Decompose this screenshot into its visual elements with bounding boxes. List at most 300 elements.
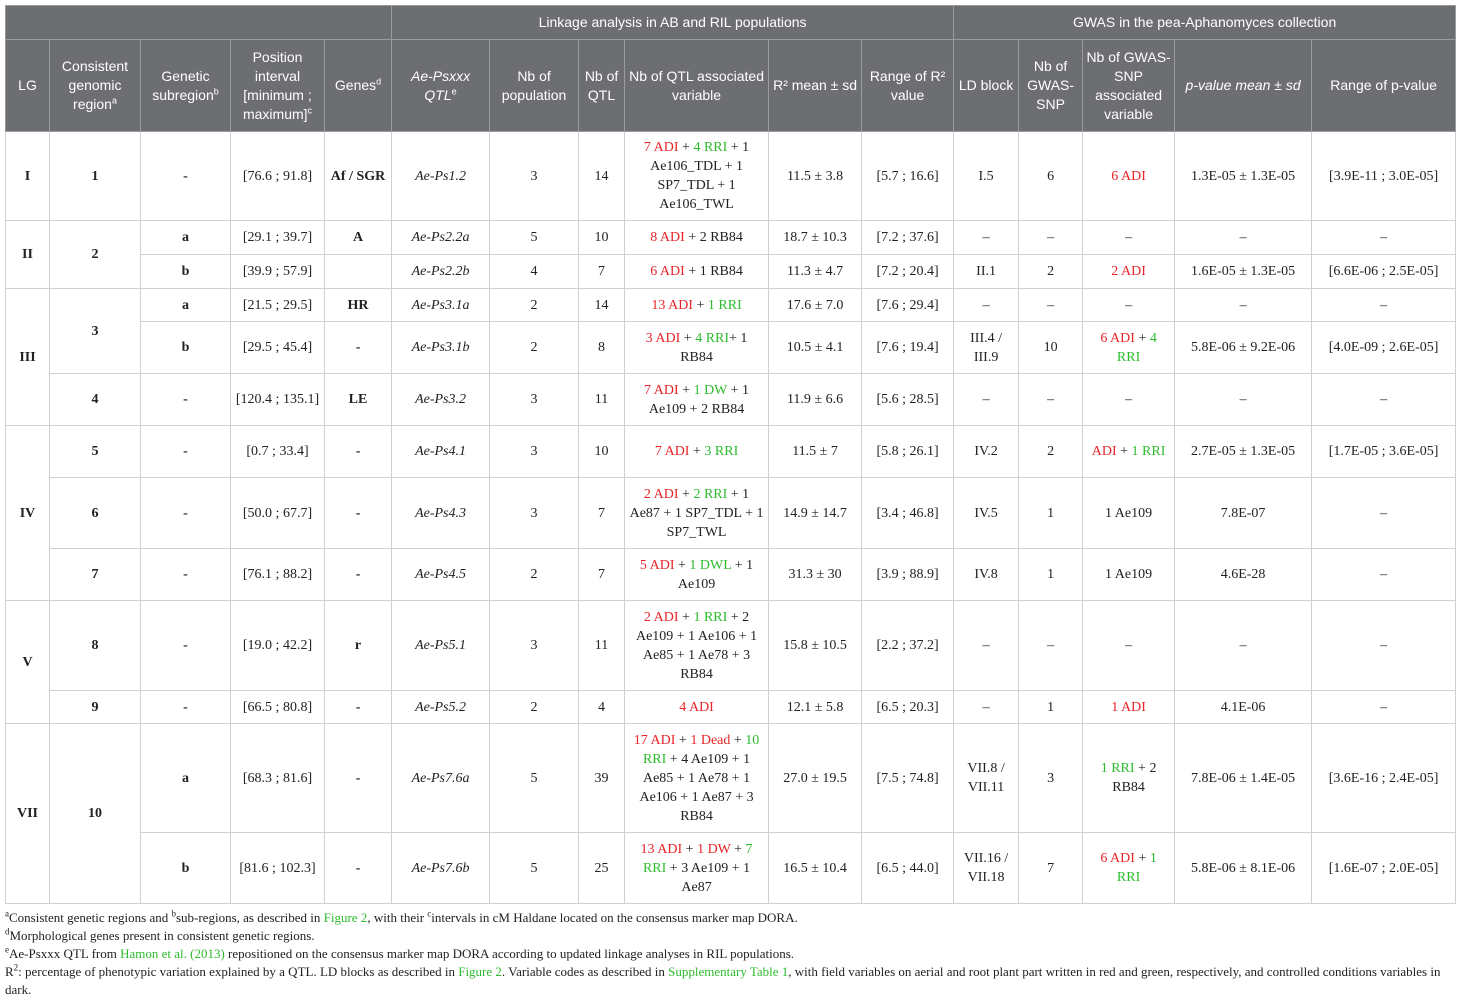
nb-qtl-cell: 10	[579, 426, 625, 478]
subregion-cell: b	[141, 322, 231, 374]
subregion-cell: b	[141, 255, 231, 289]
nb-qtl-cell: 14	[579, 132, 625, 221]
col-subregion: Genetic subregion$^b$	[141, 40, 231, 132]
nb-qtl-cell: 11	[579, 374, 625, 426]
r2-range-cell: [5.6 ; 28.5]	[862, 374, 954, 426]
qtl-variables-cell-part: +	[674, 557, 690, 573]
position-cell: [19.0 ; 42.2]	[231, 601, 325, 691]
qtl-variables-cell-part: 6 ADI	[650, 264, 685, 279]
position-cell: [29.5 ; 45.4]	[231, 322, 325, 374]
nb-qtl-cell: 7	[579, 549, 625, 601]
table-wrapper	[5, 5, 1455, 904]
snp-variables-cell-part: +	[1116, 444, 1132, 459]
pvalue-range-cell: [1.7E-05 ; 3.6E-05]	[1312, 426, 1456, 478]
nb-snp-cell: 3	[1019, 724, 1083, 833]
snp-variables-cell	[1083, 601, 1175, 691]
nb-snp-cell: 2	[1019, 426, 1083, 478]
qtl-name-cell: Ae-Ps3.2	[392, 374, 490, 426]
ld-block-cell: –	[954, 221, 1019, 255]
qtl-summary-table	[5, 5, 1456, 904]
snp-variables-cell-part: –	[1125, 392, 1133, 407]
position-cell: [68.3 ; 81.6]	[231, 724, 325, 833]
footnote-line	[5, 909, 1455, 927]
snp-variables-cell-part: –	[1125, 638, 1133, 653]
qtl-name-cell: Ae-Ps5.2	[392, 691, 490, 724]
nb-population-cell: 2	[490, 549, 579, 601]
table-row	[6, 601, 1456, 691]
pvalue-range-cell: –	[1312, 601, 1456, 691]
qtl-variables-cell-part: 2 ADI	[643, 609, 679, 625]
qtl-name-cell: Ae-Ps3.1b	[392, 322, 490, 374]
r2-mean-cell: 10.5 ± 4.1	[769, 322, 862, 374]
qtl-name-cell: Ae-Ps5.1	[392, 601, 490, 691]
snp-variables-cell	[1083, 289, 1175, 322]
snp-variables-cell-part: ADI	[1091, 444, 1117, 459]
r2-range-cell: [7.5 ; 74.8]	[862, 724, 954, 833]
pvalue-range-cell: [6.6E-06 ; 2.5E-05]	[1312, 255, 1456, 289]
footnote-line	[5, 963, 1455, 999]
r2-mean-cell: 14.9 ± 14.7	[769, 478, 862, 549]
footnote-text: Ae-Psxxx QTL from	[9, 946, 121, 961]
qtl-variables-cell-part: +	[730, 732, 746, 748]
qtl-variables-cell-part: +	[675, 732, 691, 748]
col-genes: Genes$^d$	[325, 40, 392, 132]
r2-range-cell: [7.2 ; 37.6]	[862, 221, 954, 255]
qtl-variables-cell-part: 1 RRI	[707, 297, 742, 313]
genes-cell	[325, 255, 392, 289]
qtl-variables-cell-part: 1 RRI	[693, 609, 728, 625]
qtl-variables-cell-part: +	[678, 486, 694, 502]
snp-variables-cell	[1083, 132, 1175, 221]
nb-qtl-cell: 14	[579, 289, 625, 322]
snp-variables-cell	[1083, 549, 1175, 601]
qtl-variables-cell-part: +	[692, 297, 708, 313]
nb-snp-cell: 1	[1019, 691, 1083, 724]
footnote-text: sub-regions, as described in	[175, 910, 324, 925]
nb-population-cell: 3	[490, 426, 579, 478]
table-body	[6, 132, 1456, 904]
snp-variables-cell-part: –	[1125, 230, 1133, 245]
qtl-variables-cell	[625, 255, 769, 289]
footnote-text: Morphological genes present in consistent genetic regions.	[9, 928, 315, 943]
r2-mean-cell: 18.7 ± 10.3	[769, 221, 862, 255]
snp-variables-cell	[1083, 426, 1175, 478]
snp-variables-cell	[1083, 255, 1175, 289]
qtl-variables-cell-part: + 2 RB84	[684, 230, 743, 245]
snp-variables-cell-part: 2 ADI	[1111, 264, 1146, 279]
qtl-variables-cell-part: + 1 Ae109 + 2 RB84	[648, 382, 750, 417]
position-cell: [66.5 ; 80.8]	[231, 691, 325, 724]
r2-range-cell: [5.8 ; 26.1]	[862, 426, 954, 478]
col-nb-snp: Nb of GWAS-SNP	[1019, 40, 1083, 132]
header-gwas-group: GWAS in the pea-Aphanomyces collection	[954, 6, 1456, 40]
qtl-variables-cell-part: + 1 RB84	[680, 330, 748, 365]
pvalue-range-cell: [1.6E-07 ; 2.0E-05]	[1312, 833, 1456, 904]
snp-variables-cell-part: 6 ADI	[1111, 168, 1146, 184]
qtl-variables-cell-part: + 4 Ae109 + 1 Ae85 + 1 Ae78 + 1 Ae106 + 1 Ae87 + 3 RB84	[639, 751, 754, 824]
footnote-text: . Variable codes as described in	[501, 964, 669, 979]
qtl-variables-cell-part: 4 ADI	[679, 699, 714, 715]
qtl-variables-cell-part: +	[689, 444, 705, 459]
nb-population-cell: 3	[490, 601, 579, 691]
snp-variables-cell-part: 1 RRI	[1116, 851, 1157, 885]
footnote-marker: a	[5, 908, 9, 919]
subregion-cell: a	[141, 289, 231, 322]
footnote-link[interactable]: Supplementary Table 1	[668, 964, 789, 979]
snp-variables-cell-part: 4 RRI	[1116, 330, 1157, 365]
qtl-variables-cell-part: 3 RRI	[704, 444, 739, 459]
header-spacer	[6, 6, 392, 40]
qtl-variables-cell-part: 10 RRI	[642, 732, 760, 767]
position-cell: [76.6 ; 91.8]	[231, 132, 325, 221]
footnote-text: R	[5, 964, 14, 979]
qtl-variables-cell-part: 2 RRI	[693, 486, 728, 502]
snp-variables-cell-part: 1 Ae109	[1105, 505, 1153, 521]
col-qtl: Ae-Psxxx QTL$^e$	[392, 40, 490, 132]
snp-variables-cell	[1083, 374, 1175, 426]
nb-population-cell: 3	[490, 374, 579, 426]
nb-qtl-cell: 10	[579, 221, 625, 255]
table-row	[6, 691, 1456, 724]
snp-variables-cell-part: + 2 RB84	[1112, 761, 1157, 795]
footnote-marker: b	[171, 908, 176, 919]
pvalue-range-cell: –	[1312, 478, 1456, 549]
region-cell: 6	[50, 478, 141, 549]
subregion-cell: -	[141, 601, 231, 691]
qtl-name-cell: Ae-Ps4.3	[392, 478, 490, 549]
ld-block-cell: IV.2	[954, 426, 1019, 478]
nb-qtl-cell: 25	[579, 833, 625, 904]
qtl-variables-cell	[625, 132, 769, 221]
footnote-link[interactable]: Figure 2	[323, 910, 368, 925]
ld-block-cell: IV.5	[954, 478, 1019, 549]
genes-cell: -	[325, 691, 392, 724]
genes-cell: -	[325, 833, 392, 904]
col-region: Consistent genomic region$^a$	[50, 40, 141, 132]
linkage-group-cell: VII	[6, 724, 50, 904]
r2-range-cell: [7.2 ; 20.4]	[862, 255, 954, 289]
genes-cell: -	[325, 322, 392, 374]
snp-variables-cell	[1083, 833, 1175, 904]
region-cell: 4	[50, 374, 141, 426]
qtl-variables-cell-part: +	[730, 841, 746, 857]
pvalue-mean-cell: 2.7E-05 ± 1.3E-05	[1175, 426, 1312, 478]
r2-mean-cell: 11.5 ± 7	[769, 426, 862, 478]
genes-cell: -	[325, 478, 392, 549]
nb-snp-cell: 1	[1019, 549, 1083, 601]
footnote-text: Consistent genetic regions and	[9, 910, 172, 925]
position-cell: [29.1 ; 39.7]	[231, 221, 325, 255]
genes-cell: A	[325, 221, 392, 255]
qtl-variables-cell-part: 2 ADI	[643, 486, 679, 502]
qtl-variables-cell-part: 3 ADI	[645, 330, 681, 346]
pvalue-range-cell: –	[1312, 374, 1456, 426]
qtl-variables-cell-part: 17 ADI	[633, 732, 676, 748]
qtl-variables-cell-part: 1 DW	[693, 382, 728, 398]
table-row	[6, 221, 1456, 255]
linkage-group-cell: II	[6, 221, 50, 289]
qtl-variables-cell-part: 8 ADI	[650, 230, 685, 245]
qtl-variables-cell-part: + 3 Ae109 + 1 Ae87	[666, 860, 751, 895]
qtl-variables-cell	[625, 426, 769, 478]
linkage-group-cell: I	[6, 132, 50, 221]
snp-variables-cell-part: 1 ADI	[1111, 699, 1146, 715]
qtl-variables-cell	[625, 221, 769, 255]
footnote-line	[5, 945, 1455, 963]
pvalue-mean-cell: –	[1175, 601, 1312, 691]
region-cell: 5	[50, 426, 141, 478]
genes-cell: -	[325, 549, 392, 601]
subregion-cell: -	[141, 691, 231, 724]
qtl-variables-cell-part: +	[680, 330, 696, 346]
footnote-marker: d	[5, 926, 10, 937]
table-row	[6, 724, 1456, 833]
qtl-variables-cell-part: 13 ADI	[640, 841, 683, 857]
qtl-name-cell: Ae-Ps4.5	[392, 549, 490, 601]
nb-snp-cell: 7	[1019, 833, 1083, 904]
col-nb-pop: Nb of population	[490, 40, 579, 132]
ld-block-cell: –	[954, 374, 1019, 426]
nb-snp-cell: –	[1019, 601, 1083, 691]
snp-variables-cell	[1083, 478, 1175, 549]
col-position: Position interval [minimum ; maximum]$^c$	[231, 40, 325, 132]
nb-population-cell: 2	[490, 322, 579, 374]
linkage-group-cell: V	[6, 601, 50, 724]
r2-mean-cell: 27.0 ± 19.5	[769, 724, 862, 833]
position-cell: [39.9 ; 57.9]	[231, 255, 325, 289]
r2-mean-cell: 31.3 ± 30	[769, 549, 862, 601]
nb-population-cell: 5	[490, 724, 579, 833]
col-ld-block: LD block	[954, 40, 1019, 132]
ld-block-cell: I.5	[954, 132, 1019, 221]
qtl-variables-cell-part: +	[678, 382, 694, 398]
genes-cell: r	[325, 601, 392, 691]
col-nb-var: Nb of QTL associated variable	[625, 40, 769, 132]
qtl-name-cell: Ae-Ps3.1a	[392, 289, 490, 322]
pvalue-range-cell: [4.0E-09 ; 2.6E-05]	[1312, 322, 1456, 374]
r2-range-cell: [6.5 ; 20.3]	[862, 691, 954, 724]
subregion-cell: -	[141, 374, 231, 426]
nb-snp-cell: 10	[1019, 322, 1083, 374]
nb-population-cell: 5	[490, 221, 579, 255]
genes-cell: Af / SGR	[325, 132, 392, 221]
pvalue-mean-cell: 1.3E-05 ± 1.3E-05	[1175, 132, 1312, 221]
qtl-variables-cell-part: 5 ADI	[639, 557, 675, 573]
nb-qtl-cell: 4	[579, 691, 625, 724]
table-row	[6, 374, 1456, 426]
position-cell: [76.1 ; 88.2]	[231, 549, 325, 601]
region-cell: 3	[50, 289, 141, 374]
pvalue-mean-cell: 4.1E-06	[1175, 691, 1312, 724]
region-cell: 10	[50, 724, 141, 904]
pvalue-range-cell: –	[1312, 691, 1456, 724]
r2-mean-cell: 11.3 ± 4.7	[769, 255, 862, 289]
table-row	[6, 255, 1456, 289]
footnote-link[interactable]: Figure 2	[458, 964, 502, 979]
snp-variables-cell	[1083, 691, 1175, 724]
nb-snp-cell: –	[1019, 374, 1083, 426]
nb-snp-cell: 2	[1019, 255, 1083, 289]
snp-variables-cell-part: 1 Ae109	[1105, 567, 1153, 582]
header-linkage-group: Linkage analysis in AB and RIL populations	[392, 6, 954, 40]
qtl-variables-cell-part: + 1 Ae109	[677, 557, 754, 592]
qtl-variables-cell	[625, 322, 769, 374]
r2-range-cell: [6.5 ; 44.0]	[862, 833, 954, 904]
r2-mean-cell: 12.1 ± 5.8	[769, 691, 862, 724]
qtl-name-cell: Ae-Ps2.2a	[392, 221, 490, 255]
col-r2-range: Range of R² value	[862, 40, 954, 132]
qtl-variables-cell-part: + 1 Ae87 + 1 SP7_TDL + 1 SP7_TWL	[629, 486, 764, 540]
nb-snp-cell: –	[1019, 289, 1083, 322]
nb-population-cell: 4	[490, 255, 579, 289]
region-cell: 8	[50, 601, 141, 691]
qtl-name-cell: Ae-Ps7.6a	[392, 724, 490, 833]
table-row	[6, 289, 1456, 322]
nb-qtl-cell: 7	[579, 255, 625, 289]
footnote-text: repositioned on the consensus marker map DORA according to updated linkage analyses in RIL populations.	[224, 946, 795, 961]
genes-cell: -	[325, 724, 392, 833]
table-row	[6, 478, 1456, 549]
footnote-marker: e	[5, 944, 9, 955]
footnote-text: intervals in cM Haldane located on the consensus marker map DORA.	[431, 910, 798, 925]
pvalue-mean-cell: 7.8E-06 ± 1.4E-05	[1175, 724, 1312, 833]
qtl-variables-cell-part: + 2 Ae109 + 1 Ae106 + 1 Ae85 + 1 Ae78 + 3 RB84	[635, 609, 758, 682]
ld-block-cell: –	[954, 601, 1019, 691]
genes-cell: HR	[325, 289, 392, 322]
pvalue-range-cell: –	[1312, 289, 1456, 322]
pvalue-range-cell: [3.6E-16 ; 2.4E-05]	[1312, 724, 1456, 833]
table-row	[6, 549, 1456, 601]
table-header	[6, 6, 1456, 132]
qtl-variables-cell-part: 1 Dead	[690, 732, 731, 748]
pvalue-mean-cell: –	[1175, 221, 1312, 255]
qtl-variables-cell	[625, 374, 769, 426]
qtl-variables-cell-part: 7 ADI	[644, 382, 679, 398]
col-lg: LG	[6, 40, 50, 132]
position-cell: [50.0 ; 67.7]	[231, 478, 325, 549]
nb-qtl-cell: 8	[579, 322, 625, 374]
linkage-group-cell: IV	[6, 426, 50, 601]
footnote-text: : percentage of phenotypic variation explained by a QTL. LD blocks as described in	[18, 964, 459, 979]
position-cell: [0.7 ; 33.4]	[231, 426, 325, 478]
r2-range-cell: [3.9 ; 88.9]	[862, 549, 954, 601]
footnote-marker: c	[427, 908, 432, 919]
snp-variables-cell	[1083, 322, 1175, 374]
qtl-variables-cell-part: 7 ADI	[643, 140, 679, 155]
r2-mean-cell: 11.9 ± 6.6	[769, 374, 862, 426]
footnote-text: , with field variables on aerial and root plant part written in red and green, respectively, and controlled conditions variables in dark.	[5, 964, 1441, 997]
r2-mean-cell: 15.8 ± 10.5	[769, 601, 862, 691]
qtl-variables-cell	[625, 601, 769, 691]
snp-variables-cell	[1083, 221, 1175, 255]
subregion-cell: a	[141, 724, 231, 833]
pvalue-mean-cell: –	[1175, 289, 1312, 322]
r2-range-cell: [2.2 ; 37.2]	[862, 601, 954, 691]
ld-block-cell: –	[954, 289, 1019, 322]
qtl-variables-cell	[625, 833, 769, 904]
nb-population-cell: 3	[490, 132, 579, 221]
nb-qtl-cell: 11	[579, 601, 625, 691]
nb-snp-cell: 1	[1019, 478, 1083, 549]
snp-variables-cell-part: 1 RRI	[1131, 444, 1166, 459]
nb-qtl-cell: 7	[579, 478, 625, 549]
qtl-name-cell: Ae-Ps7.6b	[392, 833, 490, 904]
qtl-variables-cell-part: 13 ADI	[651, 297, 693, 313]
qtl-variables-cell-part: + 1 RB84	[684, 264, 743, 279]
region-cell: 7	[50, 549, 141, 601]
qtl-name-cell: Ae-Ps1.2	[392, 132, 490, 221]
snp-variables-cell-part: +	[1134, 851, 1150, 866]
table-row	[6, 132, 1456, 221]
genes-cell: -	[325, 426, 392, 478]
footnote-marker: 2	[13, 962, 19, 973]
subregion-cell: -	[141, 426, 231, 478]
footnote-link[interactable]: Hamon et al. (2013)	[120, 946, 225, 961]
region-cell: 9	[50, 691, 141, 724]
nb-snp-cell: 6	[1019, 132, 1083, 221]
pvalue-range-cell: –	[1312, 549, 1456, 601]
snp-variables-cell-part: 6 ADI	[1100, 330, 1135, 346]
table-row	[6, 322, 1456, 374]
nb-population-cell: 2	[490, 289, 579, 322]
ld-block-cell: II.1	[954, 255, 1019, 289]
r2-mean-cell: 17.6 ± 7.0	[769, 289, 862, 322]
nb-population-cell: 2	[490, 691, 579, 724]
subregion-cell: -	[141, 478, 231, 549]
nb-population-cell: 5	[490, 833, 579, 904]
col-pval-mean: p-value mean ± sd	[1175, 40, 1312, 132]
footnote-text: , with their	[367, 910, 428, 925]
footnote-line	[5, 927, 1455, 945]
col-pval-range: Range of p-value	[1312, 40, 1456, 132]
r2-range-cell: [3.4 ; 46.8]	[862, 478, 954, 549]
r2-range-cell: [5.7 ; 16.6]	[862, 132, 954, 221]
qtl-variables-cell-part: + 1 Ae106_TDL + 1 SP7_TDL + 1 Ae106_TWL	[650, 140, 750, 212]
qtl-variables-cell-part: 4 RRI	[693, 140, 728, 155]
ld-block-cell: VII.16 / VII.18	[954, 833, 1019, 904]
genes-cell: LE	[325, 374, 392, 426]
qtl-variables-cell-part: +	[678, 609, 694, 625]
subregion-cell: a	[141, 221, 231, 255]
qtl-variables-cell	[625, 478, 769, 549]
nb-snp-cell: –	[1019, 221, 1083, 255]
position-cell: [21.5 ; 29.5]	[231, 289, 325, 322]
table-row	[6, 426, 1456, 478]
r2-range-cell: [7.6 ; 19.4]	[862, 322, 954, 374]
table-footnotes	[5, 909, 1455, 999]
pvalue-range-cell: [3.9E-11 ; 3.0E-05]	[1312, 132, 1456, 221]
position-cell: [120.4 ; 135.1]	[231, 374, 325, 426]
snp-variables-cell-part: 1 RRI	[1100, 761, 1135, 776]
pvalue-mean-cell: 5.8E-06 ± 9.2E-06	[1175, 322, 1312, 374]
qtl-variables-cell-part: +	[678, 140, 694, 155]
nb-population-cell: 3	[490, 478, 579, 549]
qtl-variables-cell-part: 4 RRI	[695, 330, 730, 346]
qtl-name-cell: Ae-Ps2.2b	[392, 255, 490, 289]
ld-block-cell: VII.8 / VII.11	[954, 724, 1019, 833]
qtl-variables-cell	[625, 691, 769, 724]
snp-variables-cell-part: –	[1125, 297, 1133, 313]
subregion-cell: -	[141, 132, 231, 221]
pvalue-mean-cell: 4.6E-28	[1175, 549, 1312, 601]
region-cell: 1	[50, 132, 141, 221]
col-nb-qtl: Nb of QTL	[579, 40, 625, 132]
ld-block-cell: III.4 / III.9	[954, 322, 1019, 374]
pvalue-mean-cell: 5.8E-06 ± 8.1E-06	[1175, 833, 1312, 904]
qtl-variables-cell-part: 7 ADI	[654, 444, 690, 459]
r2-range-cell: [7.6 ; 29.4]	[862, 289, 954, 322]
qtl-variables-cell-part: +	[682, 841, 698, 857]
